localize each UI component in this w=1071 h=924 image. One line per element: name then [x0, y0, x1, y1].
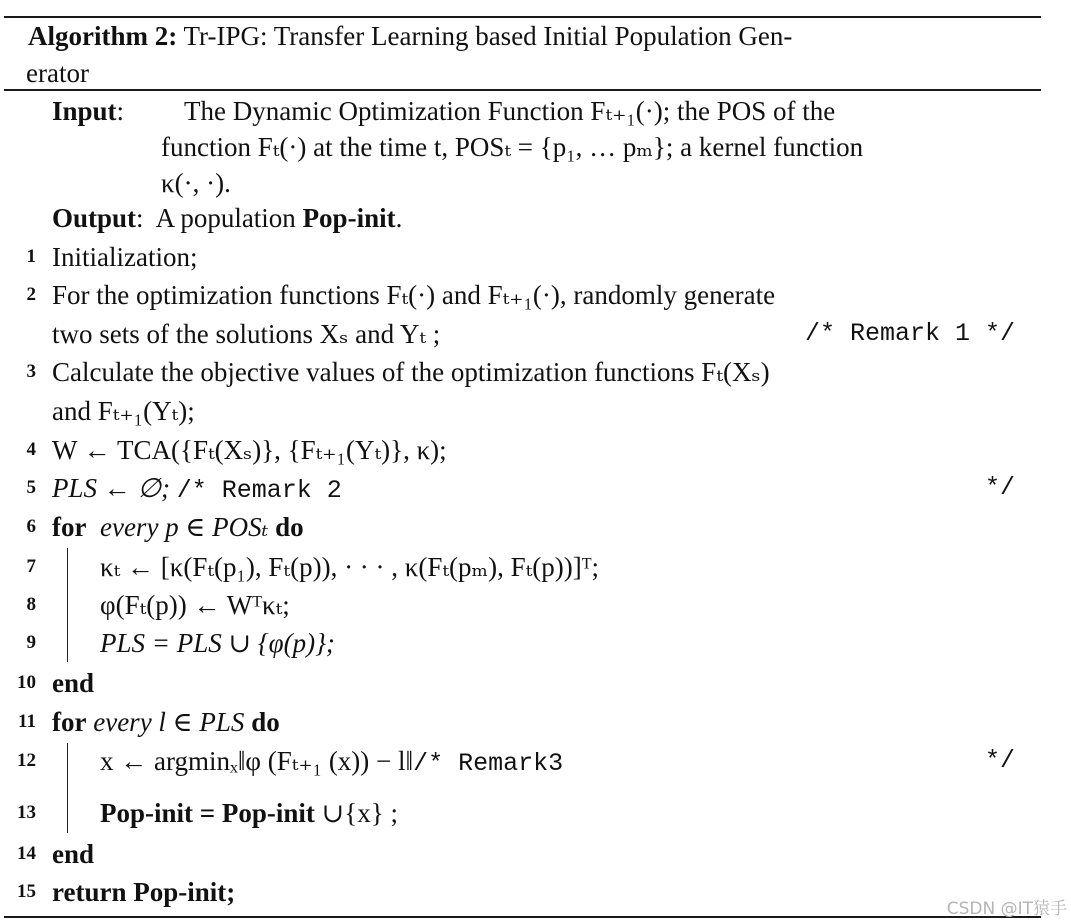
algo-line-11 — [0, 703, 1071, 741]
line-number: 5 — [26, 477, 36, 498]
algo-line-2-cont — [0, 315, 1071, 353]
bottom-rule — [4, 916, 1041, 918]
line-number: 9 — [26, 632, 36, 653]
line-text: W ← TCA({Fₜ(Xₛ)}, {Fₜ₊₁(Yₜ)}, κ); — [52, 435, 447, 465]
line-number: 10 — [17, 672, 36, 693]
algo-line-12 — [0, 742, 1071, 780]
line-number: 2 — [26, 284, 36, 305]
algo-line-4 — [0, 431, 1071, 469]
algo-line-8 — [0, 586, 1071, 624]
line-text: every l ∈ PLS — [93, 707, 245, 737]
do-keyword: do — [251, 707, 280, 737]
algo-line-3 — [0, 353, 1071, 391]
watermark: CSDN @IT猿手 — [946, 899, 1067, 919]
algorithm-title — [28, 18, 1018, 92]
line-number: 8 — [26, 594, 36, 615]
line-text: PLS = PLS ∪ {φ(p)}; — [100, 628, 335, 658]
line-text-cont: and Fₜ₊₁(Yₜ); — [52, 396, 195, 426]
line-number: 7 — [26, 556, 36, 577]
line-number: 13 — [17, 802, 36, 823]
input-line3: κ(·, ·). — [161, 168, 231, 198]
output-text: A population — [155, 203, 296, 233]
algo-line-10 — [0, 664, 1071, 702]
algo-line-6 — [0, 508, 1071, 546]
remark-3: /* Remark3 — [413, 749, 564, 778]
input-key: Input — [52, 96, 117, 126]
line-number: 14 — [17, 843, 36, 864]
return-statement: return Pop-init; — [52, 877, 236, 907]
pop-init-bold: Pop-init = Pop-init — [100, 798, 315, 828]
algorithm-label: Algorithm 2: — [28, 21, 178, 51]
line-number: 6 — [26, 516, 36, 537]
input-line1: The Dynamic Optimization Function Fₜ₊₁(·); the POS of the — [184, 96, 836, 126]
output-end: . — [395, 203, 403, 233]
algo-line-14 — [0, 835, 1071, 873]
output-key: Output — [52, 203, 137, 233]
line-number: 4 — [26, 439, 36, 460]
line-text: x ← argminₓ‖φ (Fₜ₊₁ (x)) − l‖ — [100, 746, 414, 776]
for-keyword: for — [52, 707, 87, 737]
line-number: 11 — [18, 711, 36, 732]
line-text: ∪{x} ; — [314, 798, 398, 828]
algo-line-13 — [0, 794, 1071, 832]
line-number: 15 — [17, 881, 36, 902]
input-line2: function Fₜ(·) at the time t, POSₜ = {p₁, … pₘ}; a kernel function — [161, 132, 864, 162]
algo-line-7 — [0, 548, 1071, 586]
mid-rule — [4, 89, 1041, 91]
algo-line-9 — [0, 624, 1071, 662]
line-number: 1 — [26, 246, 36, 267]
algo-line-1 — [0, 238, 1071, 276]
line-number: 3 — [26, 361, 36, 382]
algo-line-2 — [0, 276, 1071, 314]
line-text: κₜ ← [κ(Fₜ(p₁), Fₜ(p)), · · · , κ(Fₜ(pₘ), Fₜ(p))]ᵀ; — [100, 552, 600, 582]
output-bold: Pop-init — [302, 203, 396, 233]
end-keyword: end — [52, 668, 95, 698]
remark-1: /* Remark 1 */ — [804, 319, 1015, 348]
algo-line-3-cont — [0, 392, 1071, 430]
line-text: For the optimization functions Fₜ(·) and Fₜ₊₁(·), randomly generate — [52, 280, 776, 310]
remark-2: /* Remark 2 — [176, 476, 342, 505]
for-keyword: for — [52, 512, 87, 542]
line-text: every p ∈ POSₜ — [99, 512, 269, 542]
algorithm-title-line2: erator — [26, 58, 89, 88]
algo-line-5 — [0, 469, 1071, 507]
line-text: Initialization; — [52, 242, 198, 272]
line-text-cont: two sets of the solutions Xₛ and Yₜ ; — [52, 319, 441, 349]
line-number: 12 — [17, 750, 36, 771]
output-block: Output: A population Pop-init. — [52, 203, 403, 233]
line-text: φ(Fₜ(p)) ← Wᵀκₜ; — [100, 590, 290, 620]
algorithm-title-line1: Tr-IPG: Transfer Learning based Initial Population Gen- — [183, 21, 793, 51]
do-keyword: do — [275, 512, 304, 542]
end-keyword: end — [52, 839, 95, 869]
line-text: Calculate the objective values of the optimization functions Fₜ(Xₛ) — [52, 357, 770, 387]
remark-2-closer: */ — [984, 473, 1015, 502]
algo-line-15 — [0, 873, 1071, 911]
remark-3-closer: */ — [984, 746, 1015, 775]
line-text: PLS ← ∅; — [52, 473, 177, 503]
